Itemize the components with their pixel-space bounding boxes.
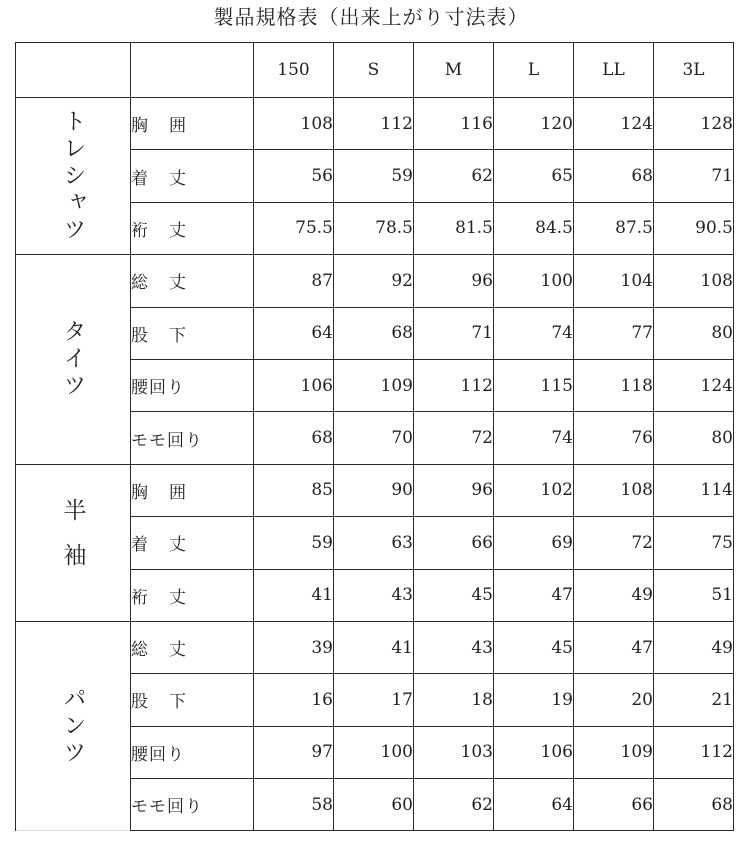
- value-cell-m: 71: [414, 307, 494, 359]
- header-size-3l: 3L: [654, 43, 734, 98]
- value-cell-m: 62: [414, 779, 494, 831]
- value-cell-s: 90: [334, 464, 414, 516]
- value-cell-m: 62: [414, 150, 494, 202]
- value-cell-3l: 128: [654, 98, 734, 150]
- value-cell-150: 85: [254, 464, 334, 516]
- item-label-cell: 腰回り: [131, 726, 254, 778]
- value-cell-3l: 114: [654, 464, 734, 516]
- item-label-cell: 総丈: [131, 621, 254, 673]
- table-row: [16, 464, 734, 516]
- value-cell-ll: 49: [574, 569, 654, 621]
- value-cell-s: 17: [334, 674, 414, 726]
- value-cell-ll: 47: [574, 621, 654, 673]
- value-cell-l: 102: [494, 464, 574, 516]
- value-cell-3l: 75: [654, 517, 734, 569]
- value-cell-150: 108: [254, 98, 334, 150]
- value-cell-l: 120: [494, 98, 574, 150]
- value-cell-m: 103: [414, 726, 494, 778]
- item-label-cell: モモ回り: [131, 412, 254, 464]
- table-row: [16, 98, 734, 150]
- value-cell-s: 109: [334, 359, 414, 411]
- value-cell-ll: 68: [574, 150, 654, 202]
- item-label-cell: 総丈: [131, 255, 254, 307]
- value-cell-ll: 66: [574, 779, 654, 831]
- value-cell-3l: 90.5: [654, 202, 734, 254]
- value-cell-ll: 77: [574, 307, 654, 359]
- item-label-cell: 腰回り: [131, 359, 254, 411]
- value-cell-150: 58: [254, 779, 334, 831]
- value-cell-150: 16: [254, 674, 334, 726]
- value-cell-3l: 49: [654, 621, 734, 673]
- value-cell-s: 70: [334, 412, 414, 464]
- value-cell-3l: 108: [654, 255, 734, 307]
- header-row: [16, 43, 734, 98]
- value-cell-m: 96: [414, 255, 494, 307]
- category-cell: 半袖: [16, 464, 131, 621]
- value-cell-l: 115: [494, 359, 574, 411]
- value-cell-3l: 124: [654, 359, 734, 411]
- size-spec-table: [15, 42, 734, 831]
- value-cell-l: 64: [494, 779, 574, 831]
- value-cell-150: 39: [254, 621, 334, 673]
- value-cell-l: 47: [494, 569, 574, 621]
- value-cell-m: 66: [414, 517, 494, 569]
- header-item-cell: [131, 43, 254, 98]
- table-body: [16, 98, 734, 831]
- item-label-cell: 股下: [131, 307, 254, 359]
- category-cell: タイツ: [16, 255, 131, 465]
- value-cell-3l: 80: [654, 307, 734, 359]
- value-cell-s: 60: [334, 779, 414, 831]
- value-cell-l: 106: [494, 726, 574, 778]
- header-size-s: S: [334, 43, 414, 98]
- value-cell-s: 100: [334, 726, 414, 778]
- value-cell-3l: 112: [654, 726, 734, 778]
- category-cell: トレシャツ: [16, 98, 131, 255]
- item-label-cell: 着丈: [131, 150, 254, 202]
- value-cell-150: 106: [254, 359, 334, 411]
- value-cell-3l: 21: [654, 674, 734, 726]
- value-cell-150: 97: [254, 726, 334, 778]
- item-label-cell: 裄丈: [131, 202, 254, 254]
- page-title: 製品規格表（出来上がり寸法表）: [213, 5, 529, 29]
- table-row: [16, 621, 734, 673]
- value-cell-150: 56: [254, 150, 334, 202]
- value-cell-ll: 72: [574, 517, 654, 569]
- header-size-ll: LL: [574, 43, 654, 98]
- header-size-m: M: [414, 43, 494, 98]
- table-row: [16, 255, 734, 307]
- header-size-l: L: [494, 43, 574, 98]
- value-cell-ll: 118: [574, 359, 654, 411]
- value-cell-s: 43: [334, 569, 414, 621]
- value-cell-150: 59: [254, 517, 334, 569]
- value-cell-s: 41: [334, 621, 414, 673]
- value-cell-l: 74: [494, 307, 574, 359]
- value-cell-l: 19: [494, 674, 574, 726]
- item-label-cell: 裄丈: [131, 569, 254, 621]
- category-cell: パンツ: [16, 621, 131, 831]
- value-cell-ll: 109: [574, 726, 654, 778]
- value-cell-l: 100: [494, 255, 574, 307]
- value-cell-150: 87: [254, 255, 334, 307]
- value-cell-m: 72: [414, 412, 494, 464]
- value-cell-150: 41: [254, 569, 334, 621]
- item-label-cell: モモ回り: [131, 779, 254, 831]
- header-category-cell: [16, 43, 131, 98]
- value-cell-m: 45: [414, 569, 494, 621]
- value-cell-3l: 51: [654, 569, 734, 621]
- value-cell-150: 75.5: [254, 202, 334, 254]
- value-cell-m: 116: [414, 98, 494, 150]
- value-cell-s: 78.5: [334, 202, 414, 254]
- value-cell-l: 45: [494, 621, 574, 673]
- value-cell-l: 84.5: [494, 202, 574, 254]
- value-cell-m: 81.5: [414, 202, 494, 254]
- value-cell-150: 68: [254, 412, 334, 464]
- value-cell-m: 18: [414, 674, 494, 726]
- value-cell-150: 64: [254, 307, 334, 359]
- value-cell-s: 68: [334, 307, 414, 359]
- value-cell-s: 92: [334, 255, 414, 307]
- value-cell-m: 43: [414, 621, 494, 673]
- value-cell-3l: 71: [654, 150, 734, 202]
- value-cell-3l: 80: [654, 412, 734, 464]
- value-cell-ll: 87.5: [574, 202, 654, 254]
- value-cell-s: 112: [334, 98, 414, 150]
- value-cell-ll: 104: [574, 255, 654, 307]
- value-cell-3l: 68: [654, 779, 734, 831]
- header-size-150: 150: [254, 43, 334, 98]
- item-label-cell: 胸囲: [131, 98, 254, 150]
- value-cell-l: 69: [494, 517, 574, 569]
- item-label-cell: 胸囲: [131, 464, 254, 516]
- value-cell-ll: 124: [574, 98, 654, 150]
- value-cell-s: 59: [334, 150, 414, 202]
- item-label-cell: 股下: [131, 674, 254, 726]
- value-cell-ll: 20: [574, 674, 654, 726]
- value-cell-m: 112: [414, 359, 494, 411]
- item-label-cell: 着丈: [131, 517, 254, 569]
- value-cell-s: 63: [334, 517, 414, 569]
- value-cell-ll: 108: [574, 464, 654, 516]
- value-cell-l: 74: [494, 412, 574, 464]
- value-cell-l: 65: [494, 150, 574, 202]
- value-cell-m: 96: [414, 464, 494, 516]
- value-cell-ll: 76: [574, 412, 654, 464]
